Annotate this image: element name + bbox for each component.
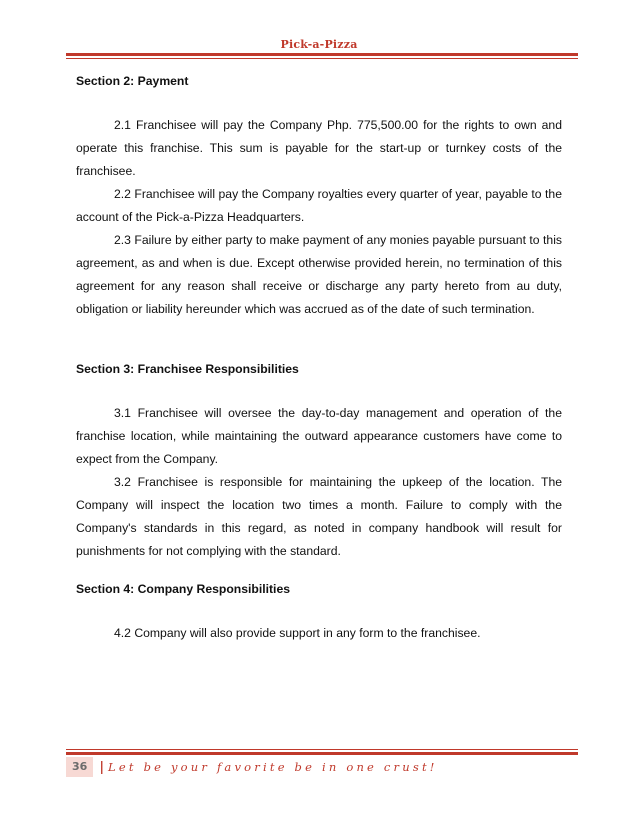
section-heading-franchisee: Section 3: Franchisee Responsibilities bbox=[76, 362, 299, 376]
paragraph-3-2: 3.2 Franchisee is responsible for maintaining the upkeep of the location. The Company will inspect the location two times a month. Failure to comply with the Company's standards in this regard, as noted in company handbook will result for punishments for not complying with the standard. bbox=[76, 475, 562, 558]
footer-rule-thick bbox=[66, 752, 578, 755]
header-rule-thick bbox=[66, 53, 578, 56]
document-body bbox=[76, 72, 562, 645]
page-footer bbox=[66, 757, 438, 777]
section-heading-company: Section 4: Company Responsibilities bbox=[76, 582, 291, 596]
section-heading-payment: Section 2: Payment bbox=[76, 74, 189, 88]
paragraph-3-1: 3.1 Franchisee will oversee the day-to-day management and operation of the franchise location, while maintaining the outward appearance customers have come to expect from the Company. bbox=[76, 406, 562, 466]
page-number: 36 bbox=[66, 757, 93, 777]
header-rule-thin bbox=[66, 58, 578, 59]
footer-tagline: Let be your favorite be in one crust! bbox=[108, 760, 438, 774]
paragraph-2-3: 2.3 Failure by either party to make payment of any monies payable pursuant to this agreement, as and when is due. Except otherwise provided herein, no termination of this agreement for any reason shall receive or discharge any party hereto from au duty, obligation or liability hereunder which was accrued as of the date of such termination. bbox=[76, 233, 562, 316]
paragraph-2-2: 2.2 Franchisee will pay the Company royalties every quarter of year, payable to the account of the Pick-a-Pizza Headquarters. bbox=[76, 187, 562, 224]
footer-rule-thin bbox=[66, 749, 578, 750]
footer-separator: | bbox=[99, 759, 105, 775]
paragraph-4-2: 4.2 Company will also provide support in any form to the franchisee. bbox=[114, 626, 481, 640]
paragraph-2-1: 2.1 Franchisee will pay the Company Php. 775,500.00 for the rights to own and operate this franchise. This sum is payable for the start-up or turnkey costs of the franchisee. bbox=[76, 118, 562, 178]
page-header-title: Pick-a-Pizza bbox=[280, 38, 358, 51]
